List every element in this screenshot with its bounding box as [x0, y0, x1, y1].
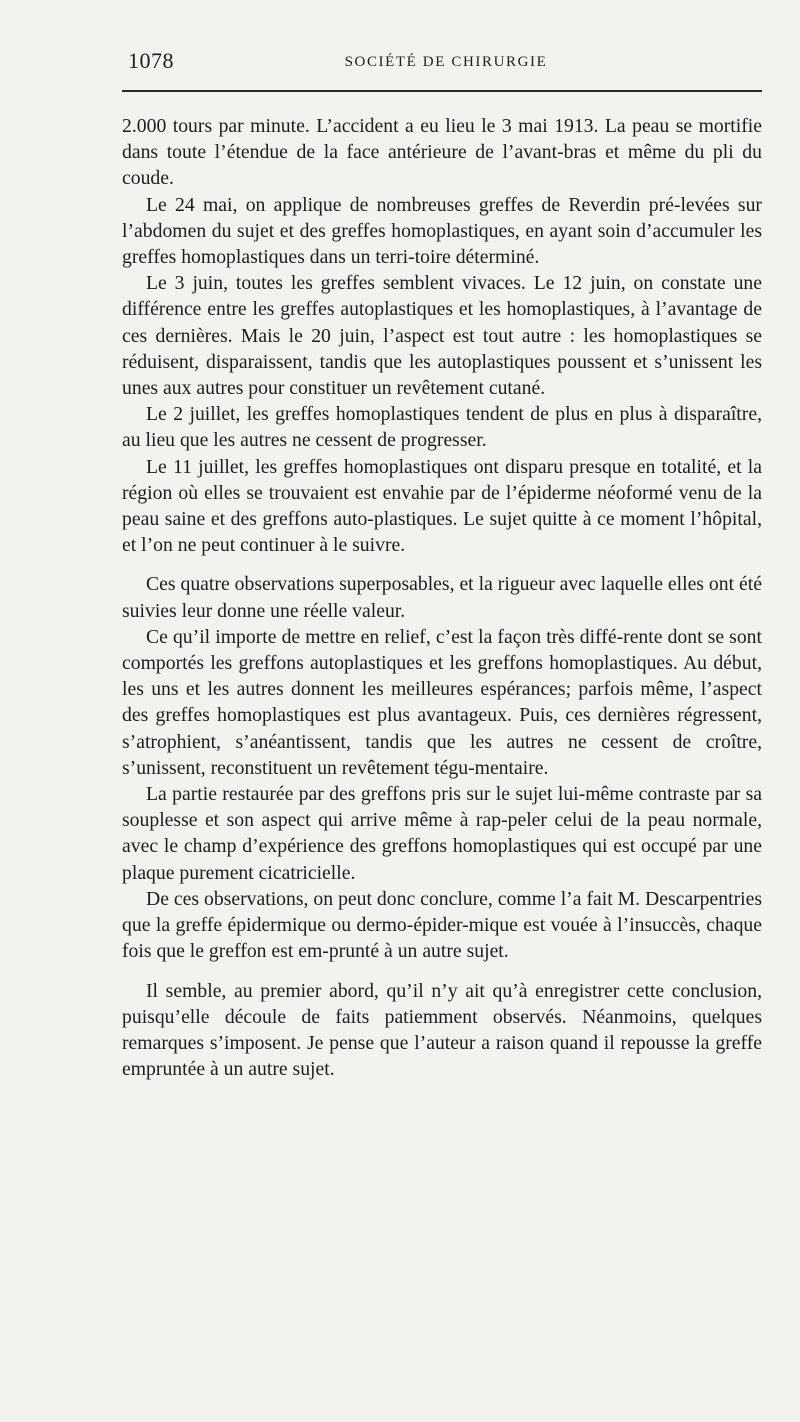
paragraph: La partie restaurée par des greffons pris sur le sujet lui-même contraste par sa souplesse et son aspect qui arrive même à rap-peler celui de la peau normale, avec le champ d’expérience des greffons homoplastiques qui est occupé par une plaque purement cicatricielle. [122, 783, 762, 884]
page-header [128, 40, 764, 80]
body-text [122, 113, 762, 1082]
running-title: SOCIÉTÉ DE CHIRURGIE [344, 54, 548, 70]
paragraph: Ce qu’il importe de mettre en relief, c’est la façon très diffé-rente dont se sont comportés les greffons autoplastiques et les greffons homoplastiques. Au début, les uns et les autres donnent les meilleures espérances; parfois même, l’aspect des greffes homoplastiques est plus avantageux. Puis, ces dernières régressent, s’atrophient, s’anéantissent, tandis que les autres ne cessent de croître, s’unissent, reconstituent un revêtement tégu-mentaire. [122, 625, 762, 779]
paragraph: Ces quatre observations superposables, et la rigueur avec laquelle elles ont été suivies leur donne une réelle valeur. [122, 573, 762, 622]
paragraph: Le 3 juin, toutes les greffes semblent vivaces. Le 12 juin, on constate une différence entre les greffes autoplastiques et les homoplastiques, à l’avantage de ces dernières. Mais le 20 juin, l’aspect est tout autre : les homoplastiques se réduisent, disparaissent, tandis que les autoplastiques poussent et s’unissent les unes aux autres pour constituer un revêtement cutané. [122, 272, 762, 400]
paragraph: Le 2 juillet, les greffes homoplastiques tendent de plus en plus à disparaître, au lieu que les autres ne cessent de progresser. [122, 403, 762, 452]
header-rule [122, 90, 762, 92]
page-number: 1078 [128, 48, 174, 73]
paragraph: Le 11 juillet, les greffes homoplastiques ont disparu presque en totalité, et la région où elles se trouvaient est envahie par de l’épiderme néoformé venu de la peau saine et des greffons auto-plastiques. Le sujet quitte à ce moment l’hôpital, et l’on ne peut continuer à le suivre. [122, 455, 762, 557]
paragraph: De ces observations, on peut donc conclure, comme l’a fait M. Descarpentries que la greffe épidermique ou dermo-épider-mique est vouée à l’insuccès, chaque fois que le greffon est em-prunté à un autre sujet. [122, 887, 762, 963]
paragraph: 2.000 tours par minute. L’accident a eu lieu le 3 mai 1913. La peau se mortifie dans toute l’étendue de la face antérieure de l’avant-bras et même du pli du coude. [122, 115, 762, 190]
paragraph: Il semble, au premier abord, qu’il n’y ait qu’à enregistrer cette conclusion, puisqu’elle découle de faits patiemment observés. Néanmoins, quelques remarques s’imposent. Je pense que l’auteur a raison quand il repousse la greffe empruntée à un autre sujet. [122, 979, 762, 1081]
paragraph: Le 24 mai, on applique de nombreuses greffes de Reverdin pré-levées sur l’abdomen du sujet et des greffes homoplastiques, en ayant soin d’accumuler les greffes homoplastiques dans un terri-toire déterminé. [122, 193, 762, 269]
